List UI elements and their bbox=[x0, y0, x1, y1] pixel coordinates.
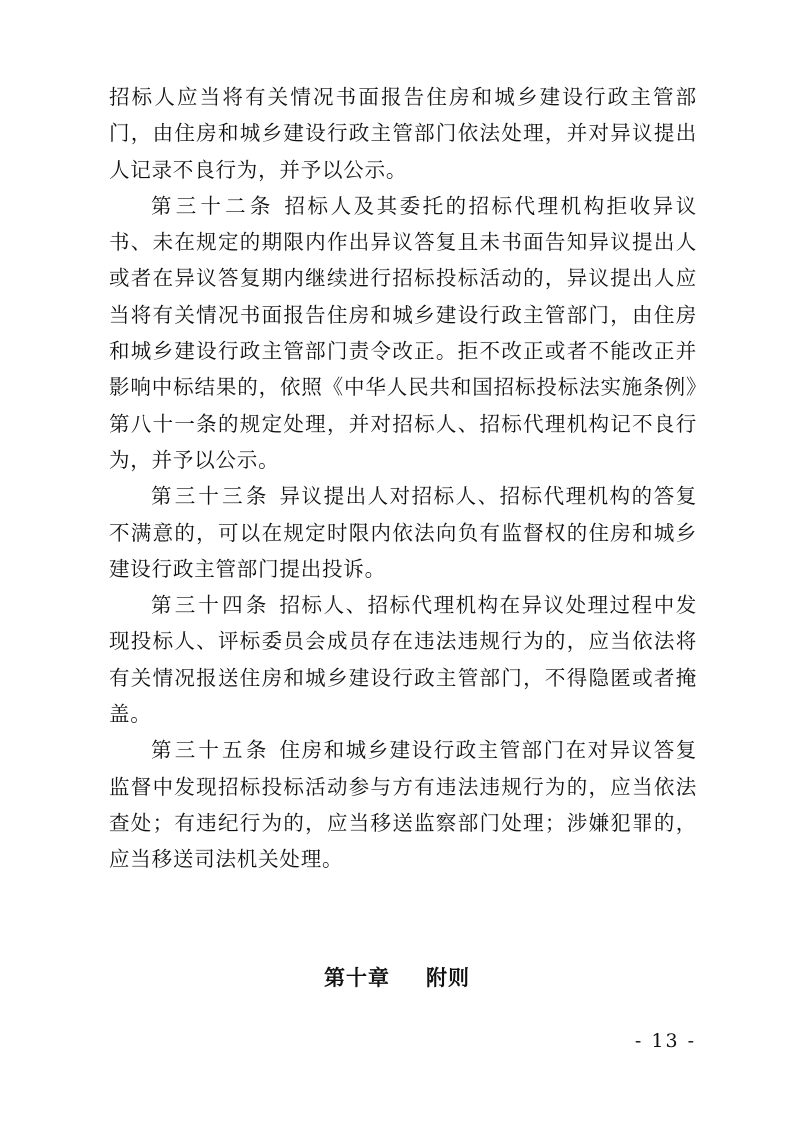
article-32 bbox=[109, 188, 697, 478]
page-number: - 13 - bbox=[634, 1030, 696, 1052]
document-body bbox=[109, 79, 697, 878]
article-text: 招标人及其委托的招标代理机构拒收异议书、未在规定的期限内作出异议答复且未书面告知异议提出人或者在异议答复期内继续进行招标投标活动的，异议提出人应当将有关情况书面报告住房和城乡建设行政主管部门，由住房和城乡建设行政主管部门责令改正。拒不改正或者不能改正并影响中标结果的，依照《中华人民共和国招标投标法实施条例》第八十一条的规定处理，并对招标人、招标代理机构记不良行为，并予以公示。 bbox=[109, 193, 697, 472]
article-35 bbox=[109, 732, 697, 877]
chapter-name: 附则 bbox=[426, 966, 470, 990]
paragraph-continuation: 招标人应当将有关情况书面报告住房和城乡建设行政主管部门，由住房和城乡建设行政主管部门依法处理，并对异议提出人记录不良行为，并予以公示。 bbox=[109, 85, 697, 182]
article-33 bbox=[109, 478, 697, 587]
article-text: 住房和城乡建设行政主管部门在对异议答复监督中发现招标投标活动参与方有违法违规行为的，应当依法查处；有违纪行为的，应当移送监察部门处理；涉嫌犯罪的，应当移送司法机关处理。 bbox=[109, 738, 697, 872]
chapter-heading bbox=[0, 962, 794, 992]
article-title: 第三十四条 bbox=[151, 593, 270, 618]
article-title: 第三十五条 bbox=[151, 738, 270, 763]
article-title: 第三十二条 bbox=[151, 193, 275, 218]
article-text: 招标人、招标代理机构在异议处理过程中发现投标人、评标委员会成员存在违法违规行为的，应当依法将有关情况报送住房和城乡建设行政主管部门，不得隐匿或者掩盖。 bbox=[109, 593, 697, 727]
article-title: 第三十三条 bbox=[151, 484, 270, 509]
article-34 bbox=[109, 587, 697, 732]
chapter-number: 第十章 bbox=[324, 966, 390, 990]
article-text: 异议提出人对招标人、招标代理机构的答复不满意的，可以在规定时限内依法向负有监督权的住房和城乡建设行政主管部门提出投诉。 bbox=[109, 484, 697, 581]
